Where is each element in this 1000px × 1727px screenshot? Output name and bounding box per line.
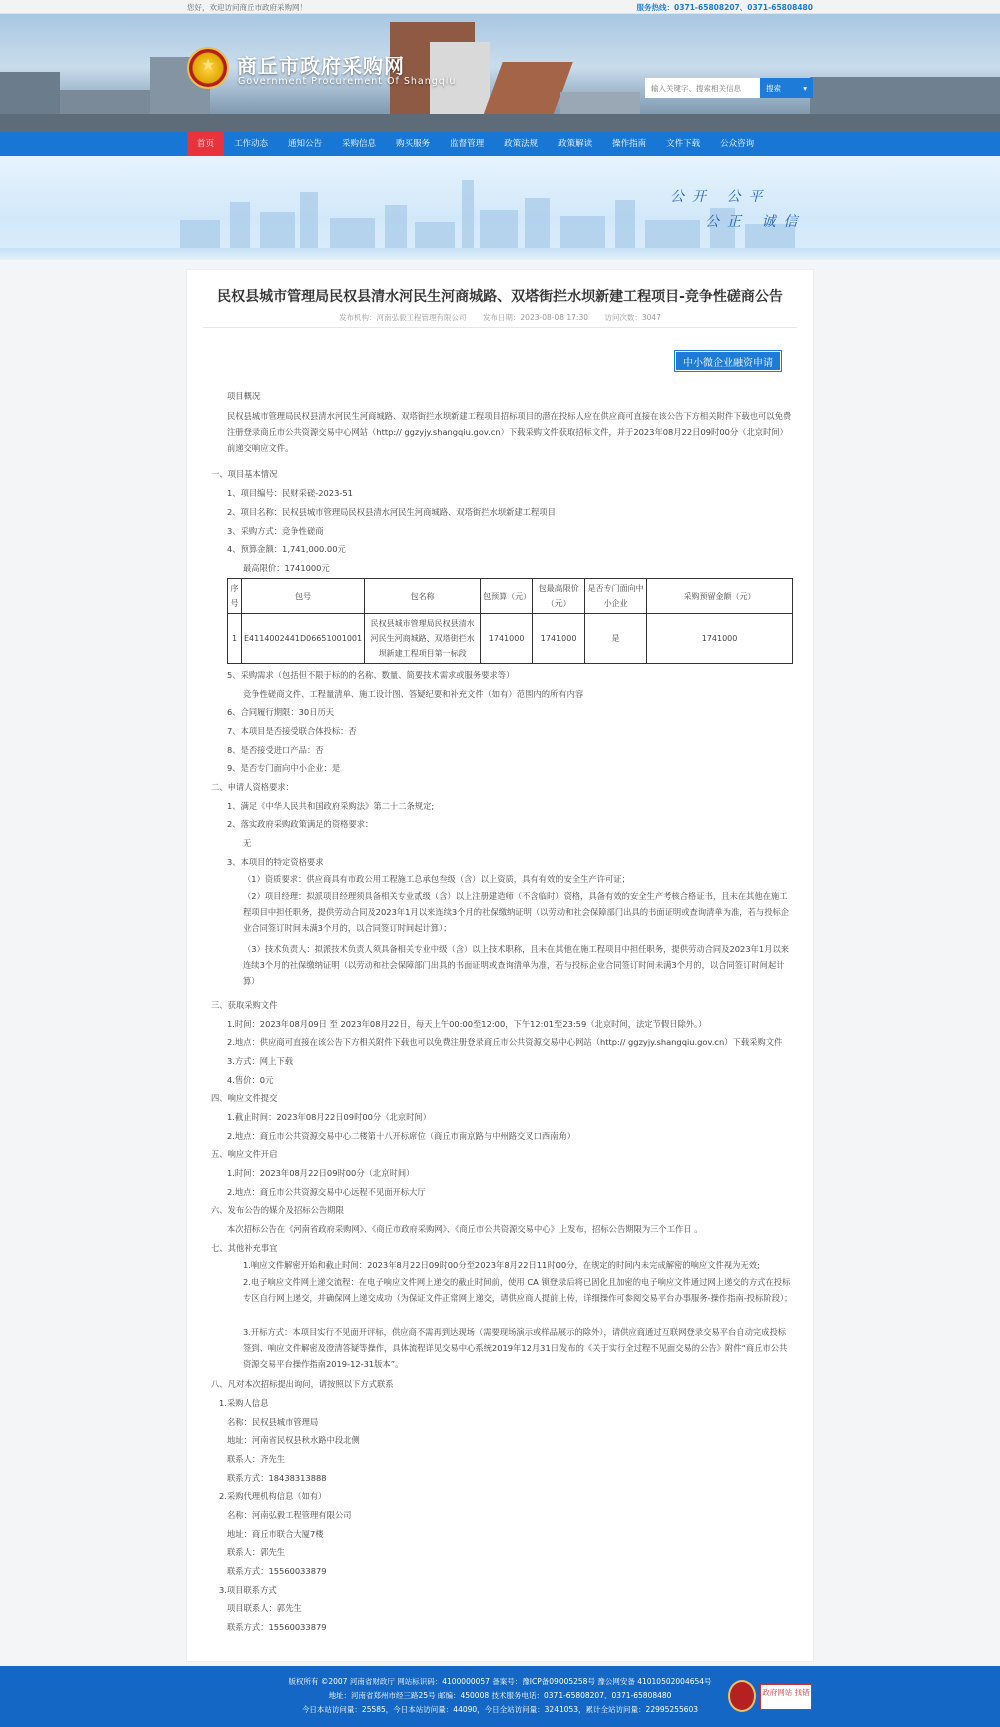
media-info: 本次招标公告在《河南省政府采购网》、《商丘市政府采购网》、《商丘市公共资源交易中心》上发布，招标公告期限为三个工作日 。 <box>227 1224 703 1234</box>
slogan-top: 公开 公平 <box>670 189 771 205</box>
site-subtitle: Government Procurement Of Shangqiu <box>238 76 457 87</box>
submit-place: 2.地点：商丘市公共资源交易中心二楼第十八开标席位（商丘市南京路与中州路交叉口西南角） <box>227 1131 576 1141</box>
agency-phone: 联系方式：15560033879 <box>227 1566 327 1576</box>
footer-stats: 今日本站访问量：25585，今日本站访问量：44090，今日全站访问量：3241053，累计全站访问量：22995255603 <box>301 1705 699 1714</box>
search-button[interactable] <box>760 78 813 98</box>
section-7-heading: 七、其他补充事宜 <box>211 1243 278 1253</box>
purchaser-contact: 联系人：齐先生 <box>227 1454 286 1464</box>
nav-item-supervision[interactable]: 监督管理 <box>450 139 485 149</box>
procurement-method: 3、采购方式：竞争性磋商 <box>227 526 324 536</box>
supplement-3: 3.开标方式：本项目实行不见面开评标，供应商不需再到达现场（需要现场演示或样品展示的除外），请供应商通过互联网登录交易平台自动完成投标签到、响应文件解密及澄清答疑等操作，具体流程详见交易中心系统2019年12月31日发布的《关于实行全过程不见面交易的公告》附件“商丘市公共资源交易平台操作指南2019-12-31版本”。 <box>243 1327 788 1369</box>
hotline-text: 服务热线：0371-65808207、0371-65808480 <box>636 3 813 12</box>
purchaser-phone: 联系方式：18438313888 <box>227 1473 327 1483</box>
section-6-heading: 六、发布公告的媒介及招标公告期限 <box>211 1205 344 1215</box>
article-panel <box>186 269 814 1662</box>
table-cell: 1741000 <box>481 614 533 664</box>
site-footer <box>0 1666 1000 1727</box>
nav-item-guide[interactable]: 操作指南 <box>612 139 647 149</box>
search-box <box>645 78 813 98</box>
footer-copyright: 版权所有 ©2007 河南省财政厅 网站标识码：4100000057 备案号：豫ICP备09005258号 豫公网安备 41010502004654号 <box>288 1677 712 1686</box>
project-number: 1、项目编号：民财采磋-2023-51 <box>227 488 353 498</box>
project-contact-phone: 联系方式：15560033879 <box>227 1622 327 1632</box>
contract-period: 6、合同履行期限：30日历天 <box>227 707 335 717</box>
opening-time: 1.时间：2023年08月22日09时00分（北京时间） <box>227 1168 415 1178</box>
table-header: 包名称 <box>365 579 481 614</box>
acquire-price: 4.售价：0元 <box>227 1075 274 1085</box>
table-header: 包最高限价（元） <box>533 579 585 614</box>
section-5-heading: 五、响应文件开启 <box>211 1149 278 1159</box>
table-cell: 1741000 <box>533 614 585 664</box>
opening-place: 2.地点：商丘市公共资源交易中心远程不见面开标大厅 <box>227 1187 426 1197</box>
qualification-1: 1、满足《中华人民共和国政府采购法》第二十二条规定; <box>227 801 435 811</box>
table-cell: 民权县城市管理局民权县清水河民生河商城路、双塔街拦水坝新建工程项目第一标段 <box>365 614 481 664</box>
table-row <box>228 614 793 664</box>
imported-products: 8、是否接受进口产品：否 <box>227 745 324 755</box>
site-title[interactable]: 商丘市政府采购网 <box>237 54 405 78</box>
main-nav <box>0 132 1000 156</box>
overview-heading: 项目概况 <box>227 391 261 401</box>
purchaser-heading: 1.采购人信息 <box>219 1398 269 1408</box>
acquire-place: 2.地点：供应商可直接在该公告下方相关附件下载也可以免费注册登录商丘市公共资源交易中心网站（http:// ggzyjy.shangqiu.gov.cn）下载采购文件 <box>227 1037 783 1047</box>
table-cell: 1 <box>228 614 242 664</box>
top-bar <box>0 0 1000 14</box>
supplement-1: 1.响应文件解密开始和截止时间：2023年8月22日09时00分至2023年8月22日11时00分，在规定的时间内未完成解密的响应文件视为无效; <box>243 1260 760 1270</box>
qualification-2-detail: 无 <box>243 838 252 848</box>
table-header: 是否专门面向中小企业 <box>585 579 647 614</box>
nav-item-procurement-info[interactable]: 采购信息 <box>342 139 377 149</box>
article-title: 民权县城市管理局民权县清水河民生河商城路、双塔街拦水坝新建工程项目-竞争性磋商公告 <box>217 289 783 305</box>
table-header: 包号 <box>242 579 365 614</box>
header-hero <box>0 14 1000 132</box>
table-cell: 1741000 <box>647 614 793 664</box>
project-name: 2、项目名称：民权县城市管理局民权县清水河民生河商城路、双塔街拦水坝新建工程项目 <box>227 507 556 517</box>
nav-item-downloads[interactable]: 文件下载 <box>666 139 701 149</box>
overview-text: 民权县城市管理局民权县清水河民生河商城路、双塔街拦水坝新建工程项目招标项目的潜在投标人应在供应商可直接在该公告下方相关附件下载也可以免费注册登录商丘市公共资源交易中心网站（http:// ggzyjy.shangqiu.gov.cn）下载采购文件获取招标文件，并于2023年08月22日09时00分（北京时间）前递交响应文件。 <box>227 411 792 453</box>
table-cell: E4114002441D06651001001 <box>242 614 365 664</box>
section-4-heading: 四、响应文件提交 <box>211 1093 278 1103</box>
consortium: 7、本项目是否接受联合体投标：否 <box>227 726 357 736</box>
agency-name: 名称：河南弘毅工程管理有限公司 <box>227 1510 352 1520</box>
qualification-3b: （2）项目经理：拟派项目经理须具备相关专业贰级（含）以上注册建造师（不含临时）资格，具备有效的安全生产考核合格证书，且未在其他在施工程项目中担任职务，提供劳动合同及2023年1月以来连续3个月的社保缴纳证明（以劳动和社会保障部门出具的书面证明或查询清单为准，若与投标企业合同签订时间未满3个月的，以合同签订时间起计算）； <box>243 891 790 933</box>
requirements: 5、采购需求（包括但不限于标的的名称、数量、简要技术需求或服务要求等） <box>227 670 515 680</box>
budget-amount: 4、预算金额：1,741,000.00元 <box>227 544 346 554</box>
submit-deadline: 1.截止时间：2023年08月22日09时00分（北京时间） <box>227 1112 432 1122</box>
nav-item-policy-interpretation[interactable]: 政策解读 <box>558 139 593 149</box>
project-contact-heading: 3.项目联系方式 <box>219 1585 277 1595</box>
table-header: 序号 <box>228 579 242 614</box>
package-table <box>227 578 793 664</box>
table-cell: 是 <box>585 614 647 664</box>
qualification-3a: （1）资质要求：供应商具有市政公用工程施工总承包叁级（含）以上资质，具有有效的安全生产许可证； <box>243 874 630 884</box>
project-contact-name: 项目联系人：郭先生 <box>227 1603 302 1613</box>
sme-only: 9、是否专门面向中小企业：是 <box>227 763 341 773</box>
publish-date: 发布日期：2023-08-08 17:30 <box>482 313 588 322</box>
table-header: 采购预留金额（元） <box>647 579 793 614</box>
agency-address: 地址：商丘市联合大厦7楼 <box>227 1529 324 1539</box>
qualification-3: 3、本项目的特定资格要求 <box>227 857 324 867</box>
supplement-2: 2.电子响应文件网上递交流程：在电子响应文件网上递交的截止时间前，使用 CA 锁登录后将已固化且加密的电子响应文件通过网上递交的方式在投标专区自行网上递交，并确保网上递交成功（为保证文件正常网上递交，请供应商人提前上传，详细操作可参阅交易平台办事服务-操作指南-投标阶段）； <box>243 1277 793 1303</box>
section-8-heading: 八、凡对本次招标提出询问，请按照以下方式联系 <box>211 1379 394 1389</box>
party-govt-badge-icon[interactable] <box>728 1680 756 1712</box>
nav-item-purchase-services[interactable]: 购买服务 <box>396 139 431 149</box>
publisher: 发布机构：河南弘毅工程管理有限公司 <box>339 313 467 322</box>
article-meta <box>203 312 797 328</box>
finance-apply-button[interactable]: 中小微企业融资申请 <box>675 351 781 371</box>
search-button-label: 搜索 <box>766 83 781 93</box>
purchaser-address: 地址：河南省民权县秋水路中段北侧 <box>227 1435 360 1445</box>
footer-address: 地址：河南省郑州市经三路25号 邮编：450008 技术服务电话：0371-65808207、0371-65808480 <box>328 1691 672 1700</box>
search-input[interactable] <box>645 78 760 98</box>
slogan-bottom: 公正 诚信 <box>705 214 806 230</box>
section-1-heading: 一、项目基本情况 <box>211 469 278 479</box>
acquire-method: 3.方式：网上下载 <box>227 1056 293 1066</box>
nav-item-home[interactable]: 首页 <box>187 132 224 156</box>
section-2-heading: 二、申请人资格要求： <box>211 782 294 792</box>
table-header: 包预算（元） <box>481 579 533 614</box>
report-error-badge[interactable]: 政府网站 找错 <box>760 1684 812 1710</box>
qualification-2: 2、落实政府采购政策满足的资格要求： <box>227 819 374 829</box>
max-price: 最高限价：1741000元 <box>243 563 330 573</box>
acquire-time: 1.时间：2023年08月09日 至 2023年08月22日，每天上午00:00至12:00，下午12:01至23:59（北京时间，法定节假日除外。） <box>227 1019 707 1029</box>
slogan-banner <box>0 156 1000 260</box>
qualification-3c: （3）技术负责人：拟派技术负责人须具备相关专业中级（含）以上技术职称，且未在其他在施工程项目中担任职务，提供劳动合同及2023年1月以来连续3个月的社保缴纳证明（以劳动和社会保障部门出具的书面证明或查询清单为准，若与投标企业合同签订时间未满3个月的，以合同签订时间起计算） <box>243 944 790 986</box>
view-count: 访问次数：3047 <box>604 313 661 322</box>
agency-heading: 2.采购代理机构信息（如有） <box>219 1491 327 1501</box>
nav-item-notices[interactable]: 通知公告 <box>288 139 323 149</box>
nav-item-work-news[interactable]: 工作动态 <box>234 139 269 149</box>
nav-item-policies[interactable]: 政策法规 <box>504 139 539 149</box>
requirements-detail: 竞争性磋商文件、工程量清单、施工设计图、答疑纪要和补充文件（如有）范围内的所有内容 <box>243 689 584 699</box>
welcome-text: 您好，欢迎访问商丘市政府采购网！ <box>187 3 307 12</box>
section-3-heading: 三、获取采购文件 <box>211 1000 278 1010</box>
agency-contact: 联系人：郭先生 <box>227 1547 286 1557</box>
chevron-down-icon: ▾ <box>803 83 807 93</box>
nav-item-consultation[interactable]: 公众咨询 <box>720 139 755 149</box>
national-emblem-icon <box>187 47 229 89</box>
purchaser-name: 名称：民权县城市管理局 <box>227 1417 319 1427</box>
